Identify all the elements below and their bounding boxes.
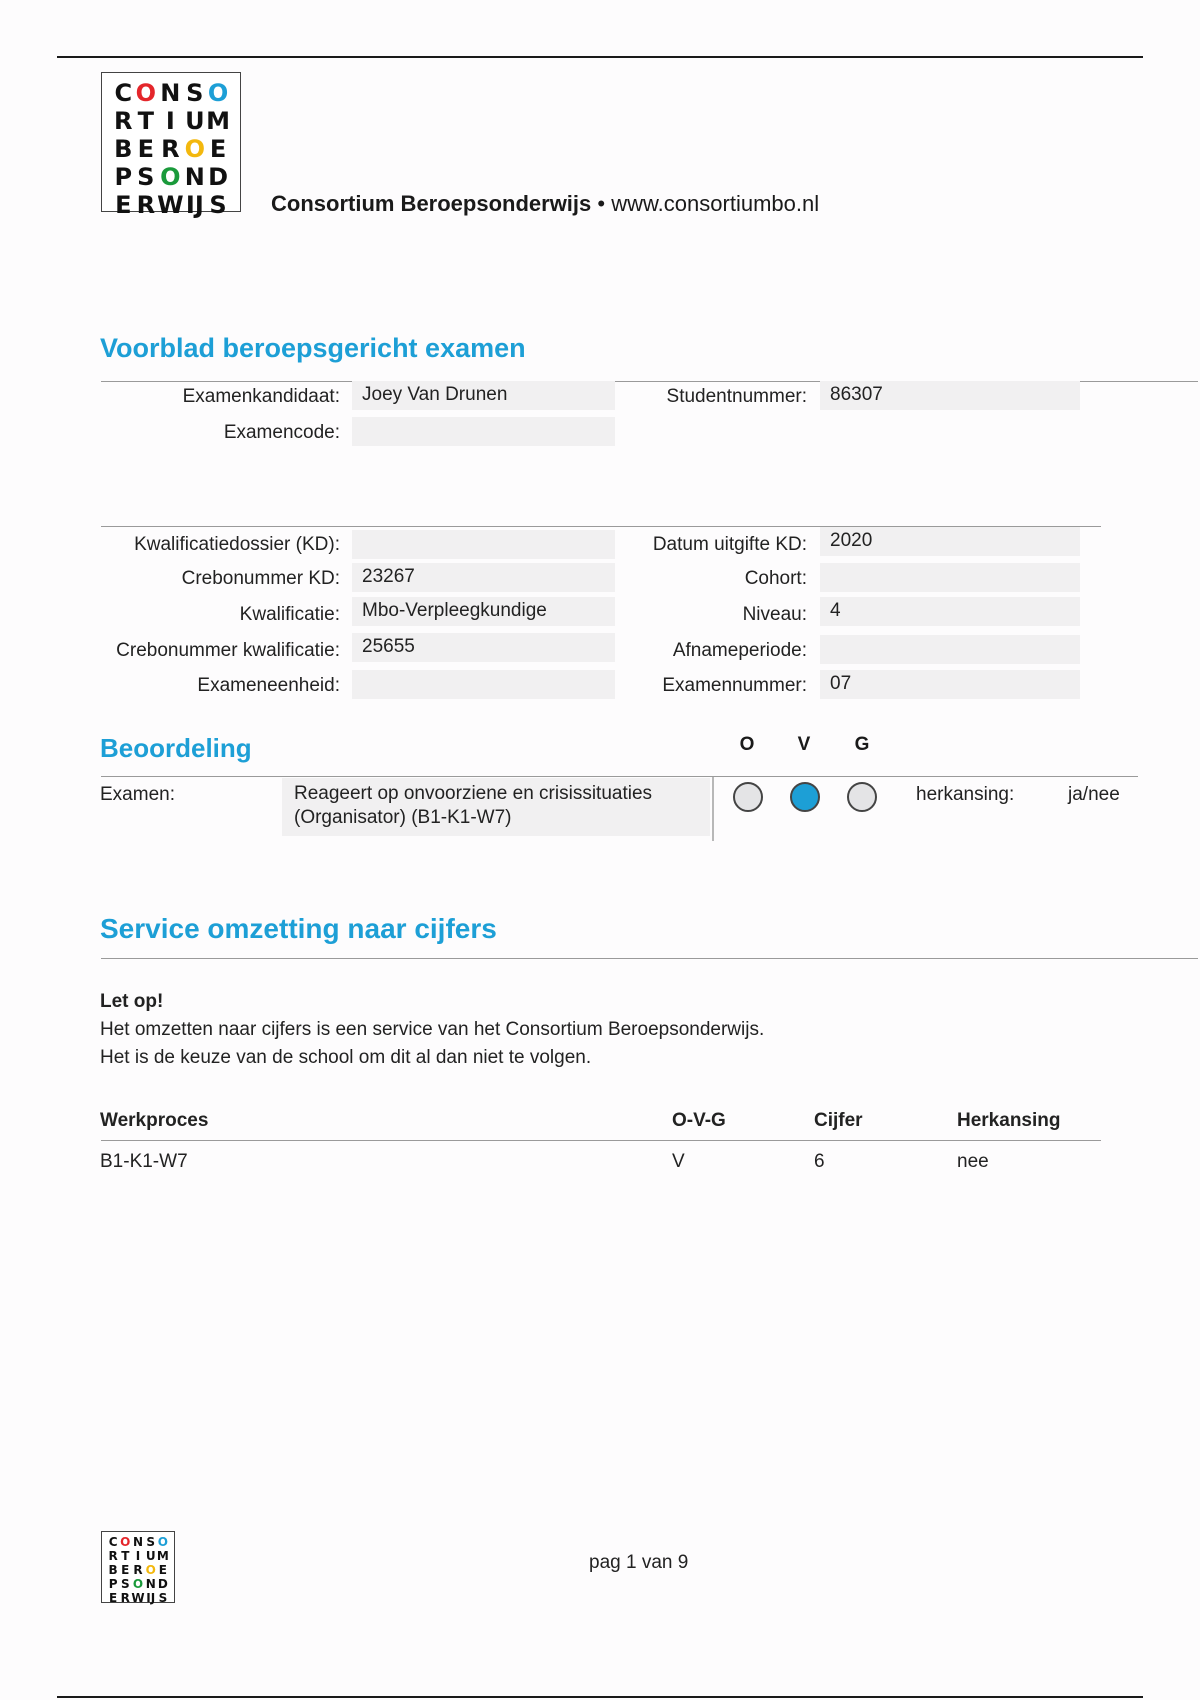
kwalificatie-label: Kwalificatie: [239, 604, 340, 625]
table-header-werkproces: Werkproces [100, 1110, 209, 1131]
logo-letter: D [157, 1577, 168, 1591]
col-v-header: V [797, 734, 811, 755]
examen-separator [712, 777, 714, 841]
logo-letter: R [136, 191, 156, 219]
logo-letter: M [156, 1549, 169, 1563]
logo-letter: O [145, 1563, 156, 1577]
examencode-label: Examencode: [223, 422, 340, 443]
logo-letter: U [185, 107, 205, 135]
logo-letter: I [165, 107, 175, 135]
logo-letter: S [120, 1577, 130, 1591]
cohort-label: Cohort: [744, 568, 807, 589]
logo-letter: M [206, 107, 230, 135]
datum-uitgifte-field[interactable]: 2020 [820, 527, 1080, 556]
org-separator: • [597, 191, 606, 216]
beoordeling-rule [101, 776, 1138, 777]
examen-description-box [282, 778, 710, 836]
beoordeling-title: Beoordeling [100, 733, 252, 763]
table-row-ovg: V [672, 1151, 685, 1172]
logo-letter: O [157, 1535, 168, 1549]
logo-letter: T [137, 107, 154, 135]
note-line2: Het is de keuze van de school om dit al dan niet te volgen. [100, 1047, 592, 1068]
crebo-kwalificatie-field[interactable]: 25655 [352, 633, 615, 662]
table-row-herkansing: nee [957, 1151, 989, 1172]
logo-letter: C [114, 79, 133, 107]
crebo-kd-label: Crebonummer KD: [181, 568, 340, 589]
logo-letter: S [137, 163, 155, 191]
radio-o[interactable] [733, 782, 763, 812]
logo-letter: IJ [146, 1591, 156, 1605]
bottom-border-line [57, 1696, 1143, 1698]
logo-letter: R [114, 107, 133, 135]
logo-letter: O [132, 1577, 144, 1591]
table-header-cijfer: Cijfer [814, 1110, 863, 1131]
examennummer-field[interactable]: 07 [820, 670, 1080, 699]
footer-logo [101, 1531, 175, 1603]
service-title: Service omzetting naar cijfers [100, 913, 497, 944]
table-header-ovg: O-V-G [672, 1110, 726, 1131]
kd-label: Kwalificatiedossier (KD): [134, 534, 340, 555]
examennummer-label: Examennummer: [662, 675, 807, 696]
examen-label: Examen: [100, 784, 175, 805]
examen-description-line1: Reageert op onvoorziene en crisissituaties [294, 783, 653, 804]
top-border-line [57, 56, 1143, 58]
logo-letter: N [184, 163, 205, 191]
logo-letter: O [120, 1535, 131, 1549]
logo-letter-grid [112, 79, 230, 219]
logo-letter: R [133, 1563, 143, 1577]
crebo-kd-field[interactable]: 23267 [352, 563, 615, 592]
logo-letter: R [120, 1591, 130, 1605]
logo-letter: R [108, 1549, 118, 1563]
logo-letter: O [207, 79, 229, 107]
logo-letter: IJ [185, 191, 204, 219]
logo-letter: S [146, 1535, 156, 1549]
cohort-field[interactable] [820, 563, 1080, 592]
logo-letter: W [131, 1591, 145, 1605]
logo-letter: E [209, 135, 227, 163]
logo-letter: T [121, 1549, 130, 1563]
note-title: Let op! [100, 991, 164, 1012]
herkansing-value: ja/nee [1068, 784, 1120, 805]
col-o-header: O [739, 734, 755, 755]
table-row-werkproces: B1-K1-W7 [100, 1151, 188, 1172]
logo-letter: E [158, 1563, 167, 1577]
logo-letter: R [161, 135, 180, 163]
kwalificatie-field[interactable]: Mbo-Verpleegkundige [352, 597, 615, 626]
table-header-rule [101, 1140, 1101, 1141]
afnameperiode-label: Afnameperiode: [672, 640, 807, 661]
studentnummer-field[interactable]: 86307 [820, 381, 1080, 410]
logo-letter: E [108, 1591, 118, 1605]
niveau-label: Niveau: [742, 604, 807, 625]
examenkandidaat-label: Examenkandidaat: [182, 386, 340, 407]
note-line1: Het omzetten naar cijfers is een service van het Consortium Beroepsonderwijs. [100, 1019, 765, 1040]
examen-description-line2: (Organisator) (B1-K1-W7) [294, 807, 512, 828]
logo-letter: C [108, 1535, 118, 1549]
logo-letter: S [209, 191, 227, 219]
logo-letter: U [145, 1549, 156, 1563]
exameneenheid-field[interactable] [352, 670, 615, 699]
logo-letter: P [114, 163, 133, 191]
table-header-herkansing: Herkansing [957, 1110, 1061, 1131]
datum-uitgifte-label: Datum uitgifte KD: [652, 534, 807, 555]
org-header-line [271, 191, 819, 217]
studentnummer-label: Studentnummer: [666, 386, 807, 407]
logo-letter: B [108, 1563, 118, 1577]
logo-letter: B [114, 135, 133, 163]
logo-letter: S [186, 79, 204, 107]
logo-letter: N [132, 1535, 144, 1549]
radio-g[interactable] [847, 782, 877, 812]
logo-letter: E [121, 1563, 130, 1577]
logo-letter: D [208, 163, 228, 191]
logo-letter: I [135, 1549, 141, 1563]
examenkandidaat-field[interactable]: Joey Van Drunen [352, 381, 615, 410]
logo-letter: O [160, 163, 181, 191]
col-g-header: G [854, 734, 870, 755]
logo-letter: P [108, 1577, 118, 1591]
crebo-kwalificatie-label: Crebonummer kwalificatie: [116, 640, 340, 661]
org-name: Consortium Beroepsonderwijs [271, 191, 592, 216]
logo-letter: E [137, 135, 154, 163]
logo-letter: O [184, 135, 206, 163]
service-rule [101, 958, 1198, 959]
kd-field[interactable] [352, 530, 615, 559]
logo-letter: E [115, 191, 132, 219]
exameneenheid-label: Exameneenheid: [197, 675, 340, 696]
logo-letter: N [145, 1577, 156, 1591]
examencode-field[interactable] [352, 417, 615, 446]
niveau-field[interactable]: 4 [820, 597, 1080, 626]
radio-v[interactable] [790, 782, 820, 812]
org-website-link[interactable]: www.consortiumbo.nl [611, 191, 820, 216]
voorblad-title: Voorblad beroepsgericht examen [100, 333, 526, 363]
logo-letter: S [158, 1591, 168, 1605]
logo-letter: N [160, 79, 181, 107]
logo-letter: O [135, 79, 156, 107]
consortium-logo [101, 72, 241, 219]
herkansing-label: herkansing: [916, 784, 1015, 805]
page-indicator: pag 1 van 9 [589, 1552, 689, 1573]
footer-logo-letter-grid [107, 1535, 169, 1605]
afnameperiode-field[interactable] [820, 635, 1080, 664]
logo-letter: W [157, 191, 184, 219]
table-row-cijfer: 6 [814, 1151, 825, 1172]
